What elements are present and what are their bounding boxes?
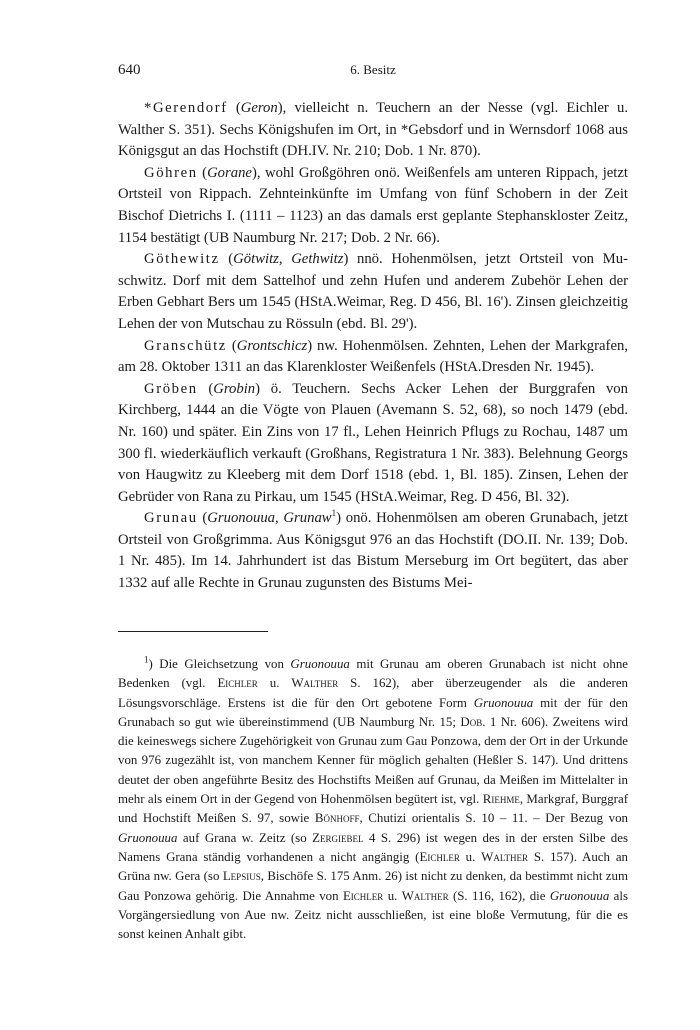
- entries-list: [118, 98, 628, 595]
- author-name: Walther: [481, 849, 529, 864]
- author-name: Walther: [291, 676, 339, 691]
- entry-lemma: Granschütz: [144, 337, 227, 354]
- entry-gerendorf: *Gerendorf (Geron), vielleicht n. Teuchern an der Nesse (vgl. Eichler u. Walther S. 351). Sechs Königshufen im Ort, in *Gebsdorf und in Wernsdorf 1068 aus Königsgut an das Hochstift (DH.IV. Nr. 210; Dob. 1 Nr. 870).: [118, 100, 628, 160]
- page-number: 640: [118, 62, 141, 78]
- entry-text: ), wohl Großgöhren onö. Weißenfels am unteren Rippach, jetzt Ortsteil von Rippach. Zehnteinkünfte im Umfang von fünf Schobern in der Zeit Bischof Dietrichs I. (1111 – 1123) an das damals erst geplante Stephanskloster Zeitz, 1154 bestätigt (UB Naumburg Nr. 217; Dob. 2 Nr. 66).: [118, 164, 628, 246]
- entry-text: ), vielleicht n. Teuchern an der Nesse (vgl. Eichler u. Walther S. 351). Sechs Königshufen im Ort, in *Gebsdorf und in Wernsdorf 1068 aus Königsgut an das Hochstift (DH.IV. Nr. 210; Dob. 1 Nr. 870).: [118, 100, 628, 160]
- entry-lemma: Gröben: [144, 380, 198, 397]
- entry-variant: Grontschicz: [236, 337, 308, 354]
- footnote-1: $^1$) Die Gleichsetzung von Gruonouua mit Grunau am oberen Grunabach ist nicht ohne Bedenken (vgl. Eichler u. Walther S. 162), aber überzeugender als die anderen Lösungsvorschläge. Erstens ist die für den Ort gebotene Form Gruonouua mit der für den Grunabach so gut wie übereinstimmend (UB Naumburg Nr. 15; Dob. 1 Nr. 606). Zweitens wird die keineswegs sichere Zugehörigkeit von Grunau zum Gau Ponzowa, dem der Ort in der Urkunde von 976 zugezählt ist, von manchem Kenner für möglich gehalten (Heßler S. 147). Und drittens deutet der oben angeführte Besitz des Hochstifts Meißen auf Grunau, da Meißen im Mittelalter in mehr als einem Ort in der Gegend von Hohenmölsen begütert ist, vgl. Riehme, Markgraf, Burggraf und Hochstift Meißen S. 97, sowie Bönhoff, Chutizi orientalis S. 10 – 11. – Der Bezug von Gruonouua auf Grana w. Zeitz (so Zergiebel 4 S. 296) ist wegen des in der ersten Silbe des Namens Grana ständig vorhandenen a nicht angängig (Eichler u. Walther S. 157). Auch an Grüna nw. Gera (so Lepsius, Bischöfe S. 175 Anm. 26) ist nicht zu denken, da bestimmt nicht zum Gau Ponzowa gehörig. Die Annahme von Eichler u. Walther (S. 116, 162), die Gruonouua als Vorgängersiedlung von Aue nw. Zeitz nicht ausschließen, ist eine bloße Vermutung, für die es sonst keinen Anhalt gibt.: [118, 654, 629, 942]
- entry-text: ) onö. Hohenmölsen am oberen Grunabach, jetzt Ortsteil von Großgrimma. Aus Königsgut 976 an das Hochstift (DO.II. Nr. 139; Dob. 1 Nr. 485). Im 14. Jahrhundert ist das Bistum Merseburg im Ort begütert, das aber 1332 auf alle Rechte in Grunau zugunsten des Bistums Mei-: [118, 510, 628, 592]
- entry-lemma: Göhren: [144, 164, 198, 181]
- entry-goehren: Göhren (Gorane), wohl Großgöhren onö. Weißenfels am unteren Rippach, jetzt Ortsteil von Rippach. Zehnteinkünfte im Umfang von fünf Schobern in der Zeit Bischof Dietrichs I. (1111 – 1123) an das damals erst geplante Stephanskloster Zeitz, 1154 bestätigt (UB Naumburg Nr. 217; Dob. 2 Nr. 66).: [118, 164, 628, 246]
- author-name: Riehme: [482, 792, 520, 807]
- author-name: Zergiebel: [312, 830, 364, 845]
- page-header: [118, 62, 628, 82]
- entry-lemma: Grunau: [144, 510, 198, 527]
- author-name: Bönhoff: [314, 811, 360, 826]
- entry-lemma: *Gerendorf: [144, 100, 228, 116]
- entry-lemma: Göthewitz: [144, 251, 220, 268]
- entry-variant: Götwitz, Gethwitz: [233, 251, 344, 268]
- entry-variant: Gorane: [207, 164, 252, 181]
- entry-groeben: Gröben (Grobin) ö. Teuchern. Sechs Acker Lehen der Burggrafen von Kirchberg, 1444 an die Vögte von Plauen (Avemann S. 52, 68), so noch 1479 (ebd. Nr. 160) und später. Ein Zins von 17 fl., Lehen Heinrich Pflugs zu Rochau, 1487 um 300 fl. wiederkäuflich verkauft (Großhans, Registratura 1 Nr. 383). Belehnung Georgs von Haugwitz zu Kleeberg mit dem Dorf 1518 (ebd. 1, Bl. 185). Zinsen, Lehen der Gebrüder von Rana zu Pirkau, um 1545 (HStA.Weimar, Reg. D 456, Bl. 32).: [118, 380, 628, 505]
- entry-granschuetz: Granschütz (Grontschicz) nw. Hohenmölsen. Zehnten, Lehen der Markgrafen, am 28. Oktober 1311 an das Klarenkloster Weißenfels (HStA.Dresden Nr. 1945).: [118, 337, 628, 376]
- entry-goethewitz: Göthewitz (Götwitz, Gethwitz) nnö. Hohenmölsen, jetzt Ortsteil von Muschwitz. Dorf mit dem Sattelhof und zehn Hufen und anderem Zubehör Lehen der Erben Gebhart Bers um 1545 (HStA.Weimar, Reg. D 456, Bl. 16'). Zinsen gleichzeitig Lehen der von Mutschau zu Rössuln (ebd. Bl. 29').: [118, 251, 628, 332]
- entry-text: ) nnö. Hohenmölsen, jetzt Ortsteil von Muschwitz. Dorf mit dem Sattelhof und zehn Hufen und anderem Zubehör Lehen der Erben Gebhart Bers um 1545 (HStA.Weimar, Reg. D 456, Bl. 16'). Zinsen gleichzeitig Lehen der von Mutschau zu Rössuln (ebd. Bl. 29').: [118, 251, 628, 332]
- footnote-marker: 1: [144, 654, 149, 665]
- entry-variant: Grobin: [213, 380, 256, 397]
- author-name: Walther: [401, 888, 449, 903]
- entry-variant: Gruonouua, Grunaw: [207, 510, 332, 527]
- entry-text: ) nw. Hohenmölsen. Zehnten, Lehen der Markgrafen, am 28. Oktober 1311 an das Klarenkloster Weißenfels (HStA.Dresden Nr. 1945).: [118, 337, 628, 376]
- entry-grunau: Grunau (Gruonouua, Grunaw$^1$) onö. Hohenmölsen am oberen Grunabach, jetzt Ortsteil von Großgrimma. Aus Königsgut 976 an das Hochstift (DO.II. Nr. 139; Dob. 1 Nr. 485). Im 14. Jahrhundert ist das Bistum Merseburg im Ort begütert, das aber 1332 auf alle Rechte in Grunau zugunsten des Bistums Mei-: [118, 508, 628, 592]
- author-name: Dob.: [460, 714, 486, 729]
- author-name: Eichler: [342, 888, 384, 903]
- author-name: Eichler: [419, 849, 460, 864]
- author-name: Eichler: [217, 676, 258, 691]
- running-title: 6. Besitz: [350, 62, 396, 77]
- footnote-reference: 1: [331, 508, 337, 519]
- footnote-separator: [118, 631, 268, 632]
- author-name: Lepsius: [222, 869, 261, 884]
- entry-variant: Geron: [240, 100, 278, 116]
- entry-text: ) ö. Teuchern. Sechs Acker Lehen der Burggrafen von Kirchberg, 1444 an die Vögte von Plauen (Avemann S. 52, 68), so noch 1479 (ebd. Nr. 160) und später. Ein Zins von 17 fl., Lehen Heinrich Pflugs zu Rochau, 1487 um 300 fl. wiederkäuflich verkauft (Großhans, Registratura 1 Nr. 383). Belehnung Georgs von Haugwitz zu Kleeberg mit dem Dorf 1518 (ebd. 1, Bl. 185). Zinsen, Lehen der Gebrüder von Rana zu Pirkau, um 1545 (HStA.Weimar, Reg. D 456, Bl. 32).: [118, 380, 628, 505]
